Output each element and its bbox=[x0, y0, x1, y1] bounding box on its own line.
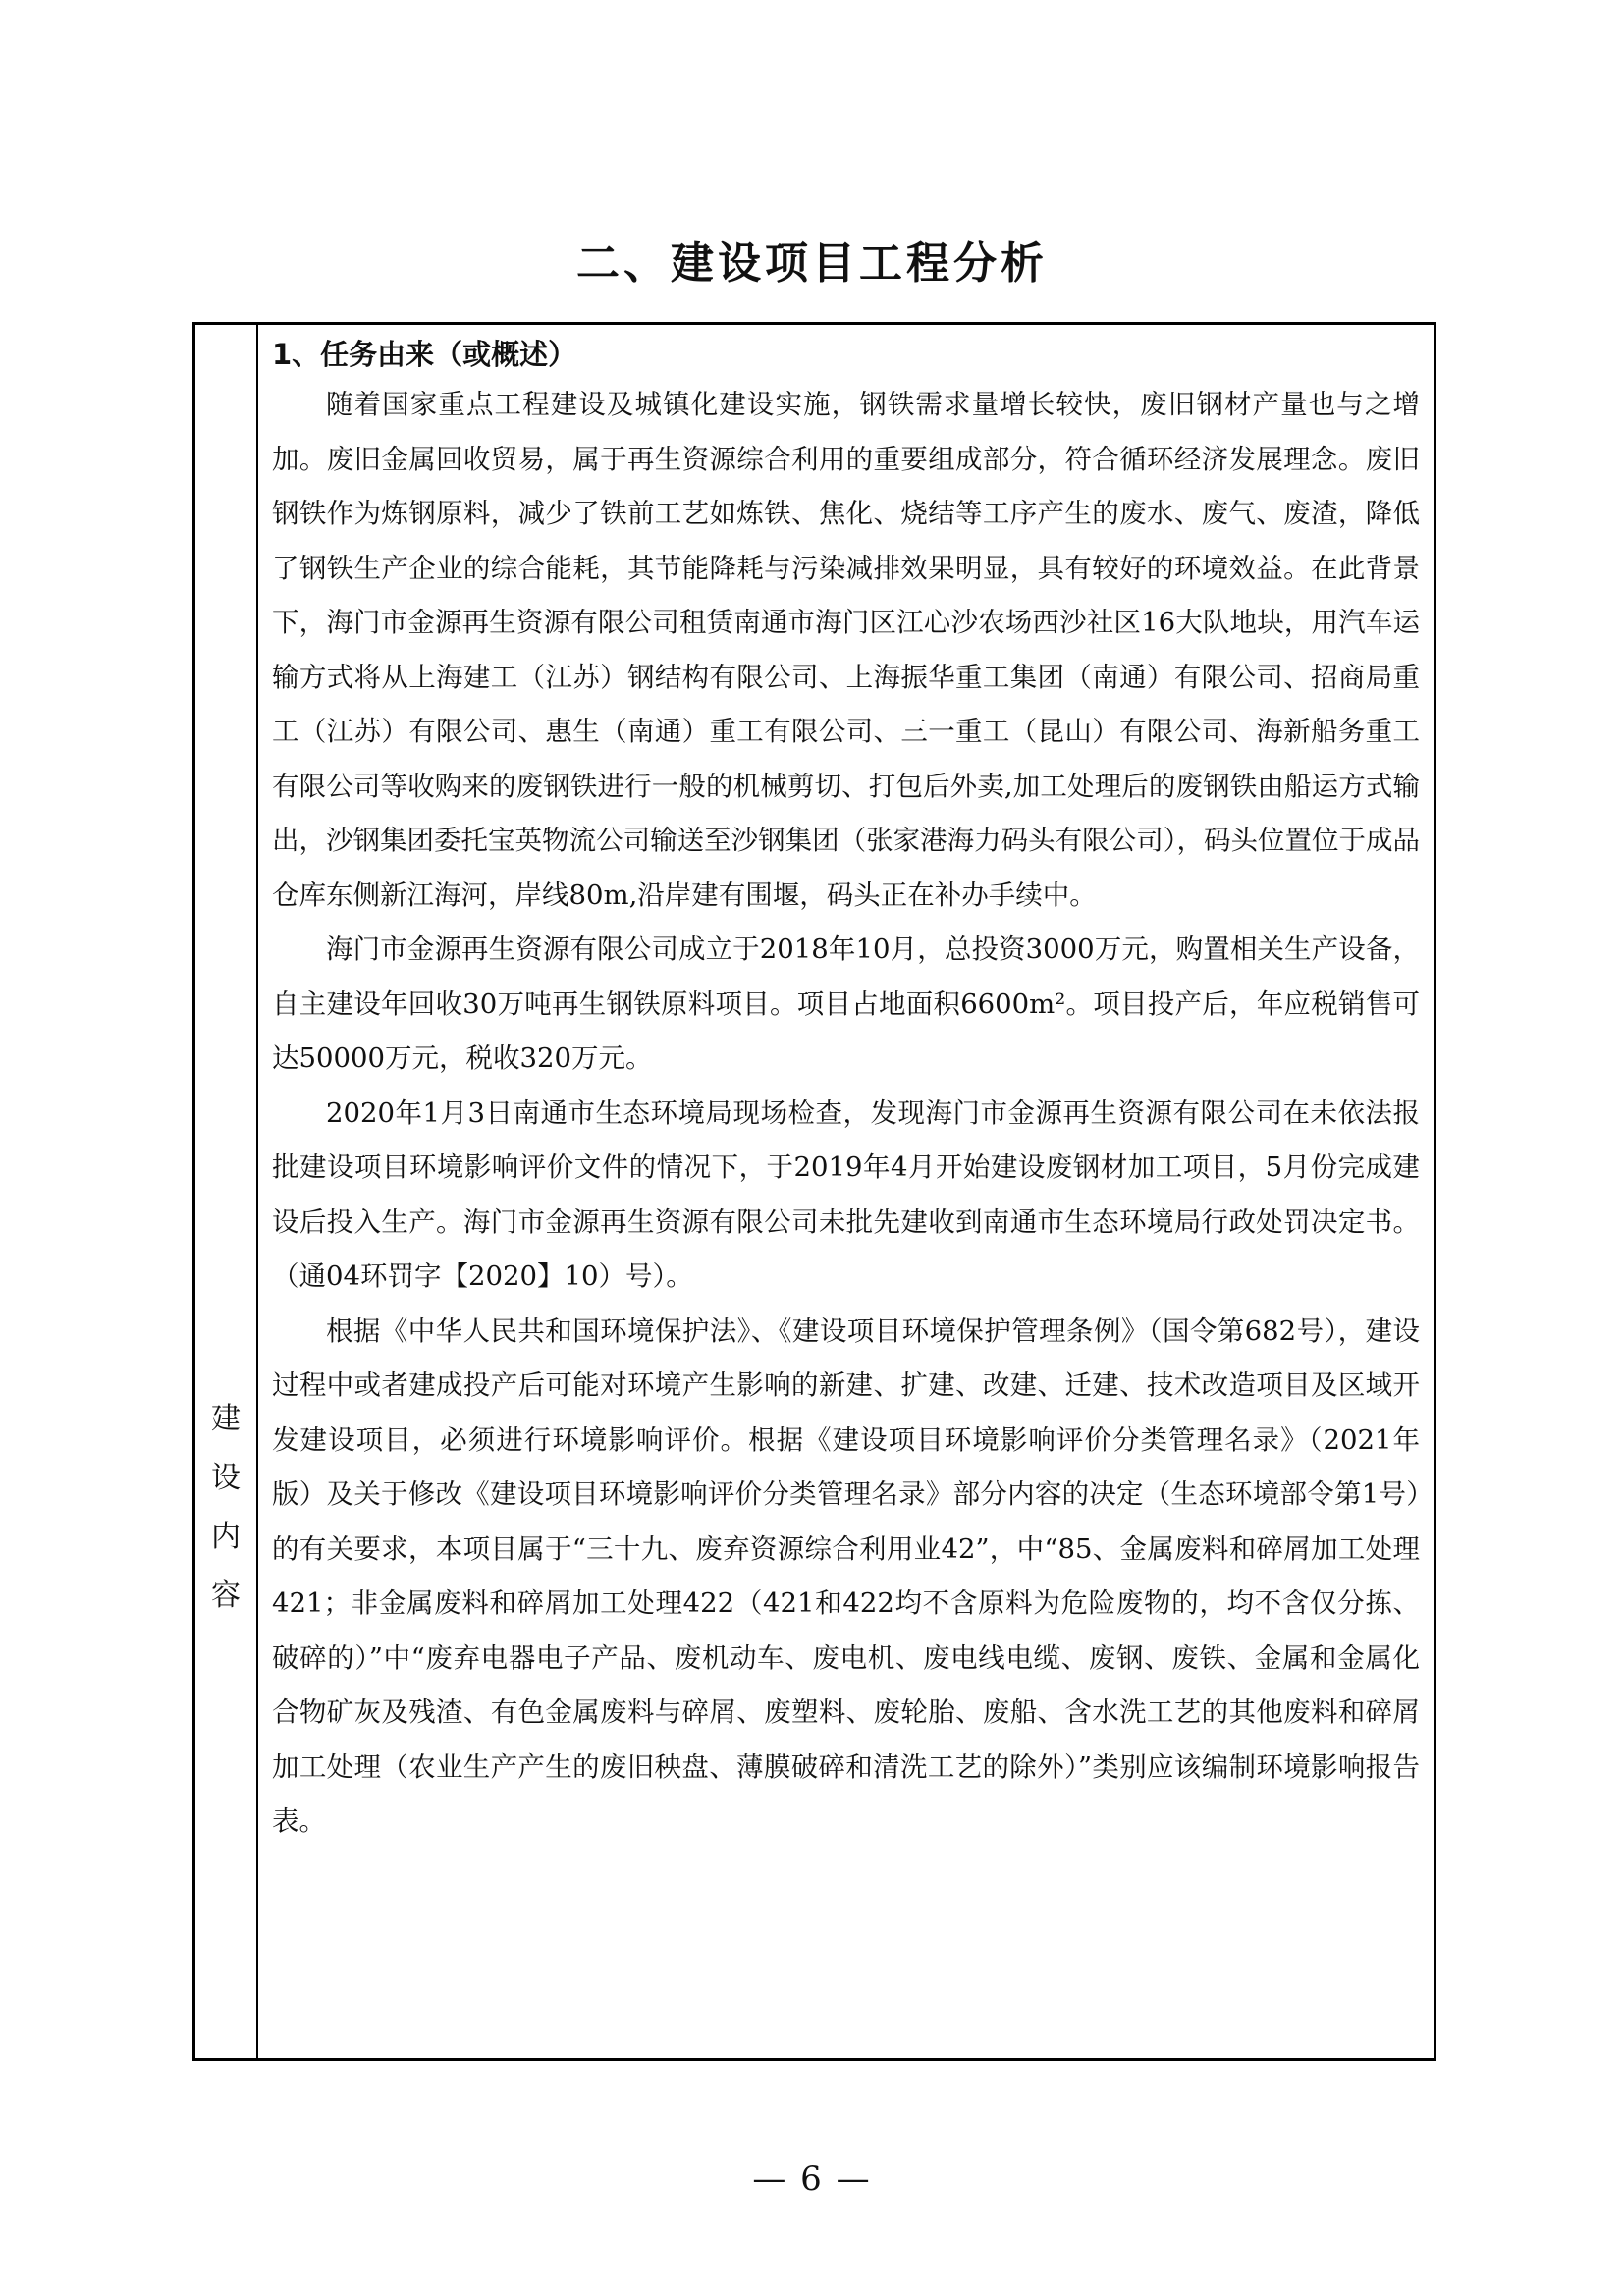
content-table bbox=[192, 322, 1436, 2061]
page-number: — 6 — bbox=[752, 2160, 872, 2199]
content-cell bbox=[258, 325, 1434, 2058]
side-label bbox=[195, 1390, 256, 1626]
side-label-char: 建 bbox=[211, 1402, 241, 1436]
side-label-char: 设 bbox=[211, 1461, 241, 1495]
side-label-char: 容 bbox=[211, 1578, 241, 1613]
paragraph: 2020年1月3日南通市生态环境局现场检查，发现海门市金源再生资源有限公司在未依法报批建设项目环境影响评价文件的情况下，于2019年4月开始建设废钢材加工项目，5月份完成建设后投入生产。海门市金源再生资源有限公司未批先建收到南通市生态环境局行政处罚决定书。（通04环罚字【2020】10）号）。 bbox=[272, 1096, 1420, 1292]
page-title: 二、建设项目工程分析 bbox=[576, 239, 1048, 289]
side-label-column bbox=[195, 325, 258, 2058]
side-label-char: 内 bbox=[211, 1520, 241, 1554]
paragraph: 根据《中华人民共和国环境保护法》、《建设项目环境保护管理条例》（国令第682号），建设过程中或者建成投产后可能对环境产生影响的新建、扩建、改建、迁建、技术改造项目及区域开发建设项目，必须进行环境影响评价。根据《建设项目环境影响评价分类管理名录》（2021年版）及关于修改《建设项目环境影响评价分类管理名录》部分内容的决定（生态环境部令第1号）的有关要求，本项目属于“三十九、废弃资源综合利用业42”，中“85、金属废料和碎屑加工处理421；非金属废料和碎屑加工处理422（421和422均不含原料为危险废物的，均不含仅分拣、破碎的）”中“废弃电器电子产品、废机动车、废电机、废电线电缆、废钢、废铁、金属和金属化合物矿灰及残渣、有色金属废料与碎屑、废塑料、废轮胎、废船、含水洗工艺的其他废料和碎屑加工处理（农业生产产生的废旧秧盘、薄膜破碎和清洗工艺的除外）”类别应该编制环境影响报告表。 bbox=[272, 1314, 1420, 1837]
section-heading: 1、任务由来（或概述） bbox=[272, 338, 577, 371]
paragraph: 海门市金源再生资源有限公司成立于2018年10月，总投资3000万元，购置相关生产设备，自主建设年回收30万吨再生钢铁原料项目。项目占地面积6600m²。项目投产后，年应税销售可达50000万元，税收320万元。 bbox=[272, 934, 1420, 1074]
paragraph: 随着国家重点工程建设及城镇化建设实施，钢铁需求量增长较快，废旧钢材产量也与之增加。废旧金属回收贸易，属于再生资源综合利用的重要组成部分，符合循环经济发展理念。废旧钢铁作为炼钢原料，减少了铁前工艺如炼铁、焦化、烧结等工序产生的废水、废气、废渣，降低了钢铁生产企业的综合能耗，其节能降耗与污染减排效果明显，具有较好的环境效益。在此背景下，海门市金源再生资源有限公司租赁南通市海门区江心沙农场西沙社区16大队地块，用汽车运输方式将从上海建工（江苏）钢结构有限公司、上海振华重工集团（南通）有限公司、招商局重工（江苏）有限公司、惠生（南通）重工有限公司、三一重工（昆山）有限公司、海新船务重工有限公司等收购来的废钢铁进行一般的机械剪切、打包后外卖,加工处理后的废钢铁由船运方式输出，沙钢集团委托宝英物流公司输送至沙钢集团（张家港海力码头有限公司），码头位置位于成品仓库东侧新江海河，岸线80m,沿岸建有围堰，码头正在补办手续中。 bbox=[272, 389, 1420, 911]
